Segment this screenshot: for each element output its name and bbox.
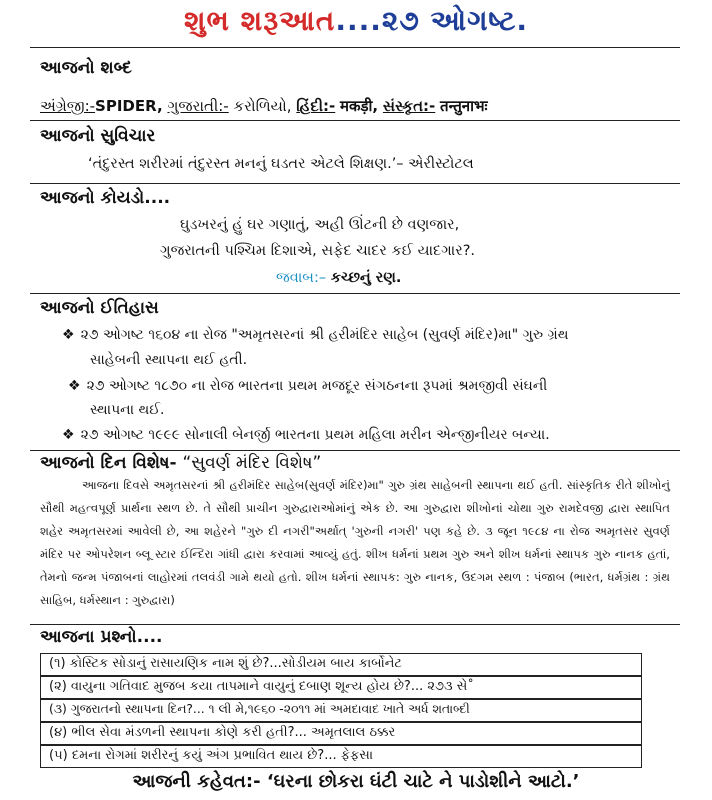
divider	[30, 450, 680, 451]
sanskrit-label: સંસ્કૃત:-	[382, 97, 436, 115]
special-paragraph: આજના દિવસે અમૃતસરનાં શ્રી હરીમંદિર સાહેબ(સુવર્ણ મંદિર)મા" ગુરુ ગ્રંથ સાહેબની સ્થાપના થઈ હતી. સાંસ્કૃતિક રીતે શીખોનું સૌથી મહત્વપૂર્ણ પ્રાર્થના સ્થળ છે. તે સૌથી પ્રાચીન ગુરુદ્વારાઓમાંનું એક છે. આ ગુરુદ્વારા શીખોનાં ચોથા ગુરુ રામદેવજી દ્વારા સ્થાપિત શહેર અમૃતસરમાં આવેલી છે, આ શહેરને "ગુરુ દી નગરી"અર્થાત્ 'ગુરુની નગરી' પણ કહે છે. ૩ જૂન ૧૯૮૪ ના રોજ અમૃતસર સુવર્ણ મંદિર પર ઓપરેશન બ્લૂ સ્ટાર ઈન્દિરા ગાંધી દ્વારા કરવામાં આવ્યું હતું. શીખ ધર્મનાં પ્રથમ ગુરુ અને શીખ ધર્મનાં સ્થાપક ગુરુ નાનક હતાં, તેમનો જન્મ પંજાબનાં લાહોરમાં તલવંડી ગામે થયો હતો. શીખ ધર્મનાં સ્થાપક: ગુરુ નાનક, ઉદગમ સ્થળ : પંજાબ (ભારત, ધર્મગ્રંથ : ગ્રંથ સાહિબ, ધર્મસ્થાન : ગુરુદ્વારા)	[40, 478, 670, 607]
sanskrit-word: तन्तुनाभः	[440, 97, 488, 115]
history-text-continued: સ્થાપના થઈ.	[90, 402, 165, 418]
history-heading: આજનો ઈતિહાસ	[40, 298, 159, 318]
english-word: SPIDER,	[95, 97, 163, 115]
history-item	[62, 427, 550, 443]
riddle-line-2: ગુજરાતની પશ્ચિમ દિશાએ, સફેદ ચાદર કઈ યાદગાર?.	[160, 243, 476, 259]
question-row	[40, 722, 642, 745]
riddle-line-1: ઘુડખરનું હું ઘર ગણાતું, અહી ઊંટની છે વણજાર,	[180, 217, 460, 233]
riddle-answer	[276, 270, 401, 286]
diamond-bullet-icon: ❖	[62, 427, 75, 443]
special-heading-label: આજનો દિન વિશેષ-	[40, 453, 177, 473]
history-text: ૨૭ ઓગષ્ટ ૧૬૦૪ ના રોજ "અમૃતસરનાં શ્રી હરીમંદિર સાહેબ (સુવર્ણ મંદિર)મા" ગુરુ ગ્રંથ	[80, 327, 569, 343]
saying-of-day	[0, 771, 712, 792]
diamond-bullet-icon: ❖	[62, 327, 75, 343]
divider	[30, 293, 680, 294]
history-text: ૨૭ ઓગષ્ટ ૧૮૭૦ ના રોજ ભારતના પ્રથમ મજદૂર સંગઠનના રૂપમાં શ્રમજીવી સંઘની	[86, 378, 548, 394]
answer-text: કચ્છનું રણ.	[330, 270, 402, 286]
question-text: (૧) કોસ્ટિક સોડાનું રાસાયણિક નામ શું છે?...સોડીયમ બાય કાર્બોનેટ	[49, 656, 402, 671]
history-text: ૨૭ ઓગષ્ટ ૧૯૯૯ સોનાલી બેનર્જી ભારતના પ્રથમ મહિલા મરીન એન્જીનીયર બન્યા.	[80, 427, 550, 443]
english-label: અંગ્રેજી:-	[40, 97, 96, 115]
question-row	[40, 699, 642, 722]
word-of-day-line	[40, 96, 488, 116]
thought-heading: આજનો સુવિચાર	[40, 126, 156, 146]
title-date: ૨૭ ઓગષ્ટ.	[381, 4, 529, 37]
question-text: (૩) ગુજરાતનો સ્થાપના દિન?... ૧ લી મે,૧૯૬૦ -૨૦૧૧ માં અમદાવાદ ખાતે અર્ધ શતાબ્દી	[49, 702, 470, 716]
special-heading	[40, 453, 321, 473]
page-title	[0, 4, 712, 38]
divider	[30, 120, 680, 121]
question-text: (૪) ભીલ સેવા મંડળની સ્થાપના કોણે કરી હતી?... અમૃતલાલ ઠક્કર	[49, 725, 396, 740]
question-row	[40, 653, 642, 676]
divider	[30, 624, 680, 625]
title-lead: શુભ શરૂઆત	[183, 4, 336, 37]
history-item	[62, 327, 569, 343]
hindi-label: હિંદી:-	[296, 97, 336, 115]
divider	[30, 183, 680, 184]
riddle-heading: આજનો કોયડો....	[40, 188, 171, 208]
title-dots: ....	[335, 4, 382, 37]
special-topic: “સુવર્ણ મંદિર વિશેષ”	[182, 453, 322, 473]
diamond-bullet-icon: ❖	[68, 378, 81, 394]
hindi-word: मकड़ी,	[340, 97, 379, 115]
saying-text: ‘ઘરના છોકરા ઘંટી ચાટે ને પાડોશીને આટો.’	[266, 771, 580, 792]
word-heading: આજનો શબ્દ	[40, 58, 132, 78]
divider	[30, 47, 680, 48]
history-item	[68, 378, 547, 394]
question-text: (૨) વાયુના ગતિવાદ મુજબ કયા તાપમાને વાયુનું દબાણ શૂન્ય હોય છે?... ૨૭૩ સે˚	[49, 679, 474, 694]
question-row	[40, 745, 642, 768]
question-text: (૫) દમના રોગમાં શરીરનું કયું અંગ પ્રભાવિત થાય છે?... ફેફસા	[49, 748, 374, 763]
thought-text: ‘તંદુરસ્ત શરીરમાં તંદુરસ્ત મનનું ઘડતર એટલે શિક્ષણ.’– એરીસ્ટોટલ	[88, 156, 474, 172]
answer-label: જવાબ:–	[276, 270, 327, 286]
gujarati-word: કરોળિયો,	[233, 97, 292, 115]
history-text-continued: સાહેબની સ્થાપના થઈ હતી.	[90, 352, 248, 368]
question-row	[40, 676, 642, 699]
saying-label: આજની કહેવત:-	[132, 771, 261, 792]
questions-heading: આજના પ્રશ્નો....	[40, 627, 163, 647]
gujarati-label: ગુજરાતી:-	[167, 97, 229, 115]
